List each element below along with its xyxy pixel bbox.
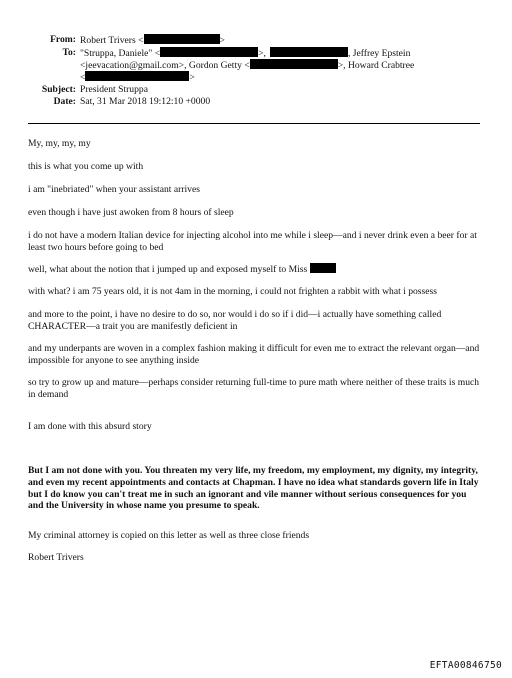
body-paragraph: i do not have a modern Italian device for injecting alcohol into me while i sleep—and i never drink even a beer for at least two hours before going to bed — [28, 230, 477, 253]
body-paragraph: and my underpants are woven in a complex fashion making it difficult for even me to extract the relevant organ—and impossible for anyone to see anything inside — [28, 343, 480, 366]
to-line-2: <jeevacation@gmail.com>, Gordon Getty < >, Howard Crabtree — [80, 60, 415, 71]
redaction-bar — [85, 71, 189, 81]
redaction-bar — [160, 47, 258, 57]
to-label: To: — [62, 47, 76, 58]
document-id: EFTA00846750 — [429, 660, 502, 671]
body-paragraph: I am done with this absurd story — [28, 421, 152, 432]
body-paragraph: My, my, my, my — [28, 138, 91, 149]
from-name: Robert Trivers < — [80, 35, 144, 46]
from-label: From: — [50, 34, 76, 45]
redaction-bar — [270, 47, 348, 57]
body-paragraph-bold: But I am not done with you. You threaten my very life, my freedom, my employment, my dignity, my integrity, and even my recent appointments and contacts at Chapman. I have no idea what standards govern life in Italy but I do know you can't treat me in such an ignorant and vile manner without serious consequences for you and the University in whose name you presume to speak. — [28, 465, 479, 512]
body-paragraph: this is what you come up with — [28, 161, 144, 172]
from-line: Robert Trivers < > — [80, 35, 225, 46]
to-line-1: "Struppa, Daniele" < >, , Jeffrey Epstein — [80, 48, 411, 59]
subject-label: Subject: — [41, 84, 76, 95]
signature-name: Robert Trivers — [28, 552, 84, 563]
body-paragraph: and more to the point, i have no desire to do so, nor would i do so if i did—i actually have something called CHARACTER—a trait you are manifestly deficient in — [28, 309, 442, 332]
redaction-bar — [250, 59, 338, 69]
body-paragraph: even though i have just awoken from 8 hours of sleep — [28, 207, 234, 218]
date-value: Sat, 31 Mar 2018 19:12:10 +0000 — [80, 96, 211, 107]
date-label: Date: — [53, 96, 76, 107]
header-divider — [28, 123, 480, 124]
to-line-3: < > — [80, 72, 195, 83]
body-paragraph: so try to grow up and mature—perhaps consider returning full-time to pure math where neither of these traits is much in demand — [28, 377, 480, 400]
body-paragraph-with-redaction: well, what about the notion that i jumped up and exposed myself to Miss — [28, 263, 480, 276]
body-paragraph: My criminal attorney is copied on this letter as well as three close friends — [28, 530, 310, 541]
redaction-bar — [144, 34, 220, 44]
redaction-bar — [310, 263, 336, 273]
subject-value: President Struppa — [80, 84, 148, 95]
body-paragraph: with what? i am 75 years old, it is not 4am in the morning, i could not frighten a rabbit with what i possess — [28, 286, 438, 297]
body-paragraph: i am "inebriated" when your assistant arrives — [28, 184, 200, 195]
